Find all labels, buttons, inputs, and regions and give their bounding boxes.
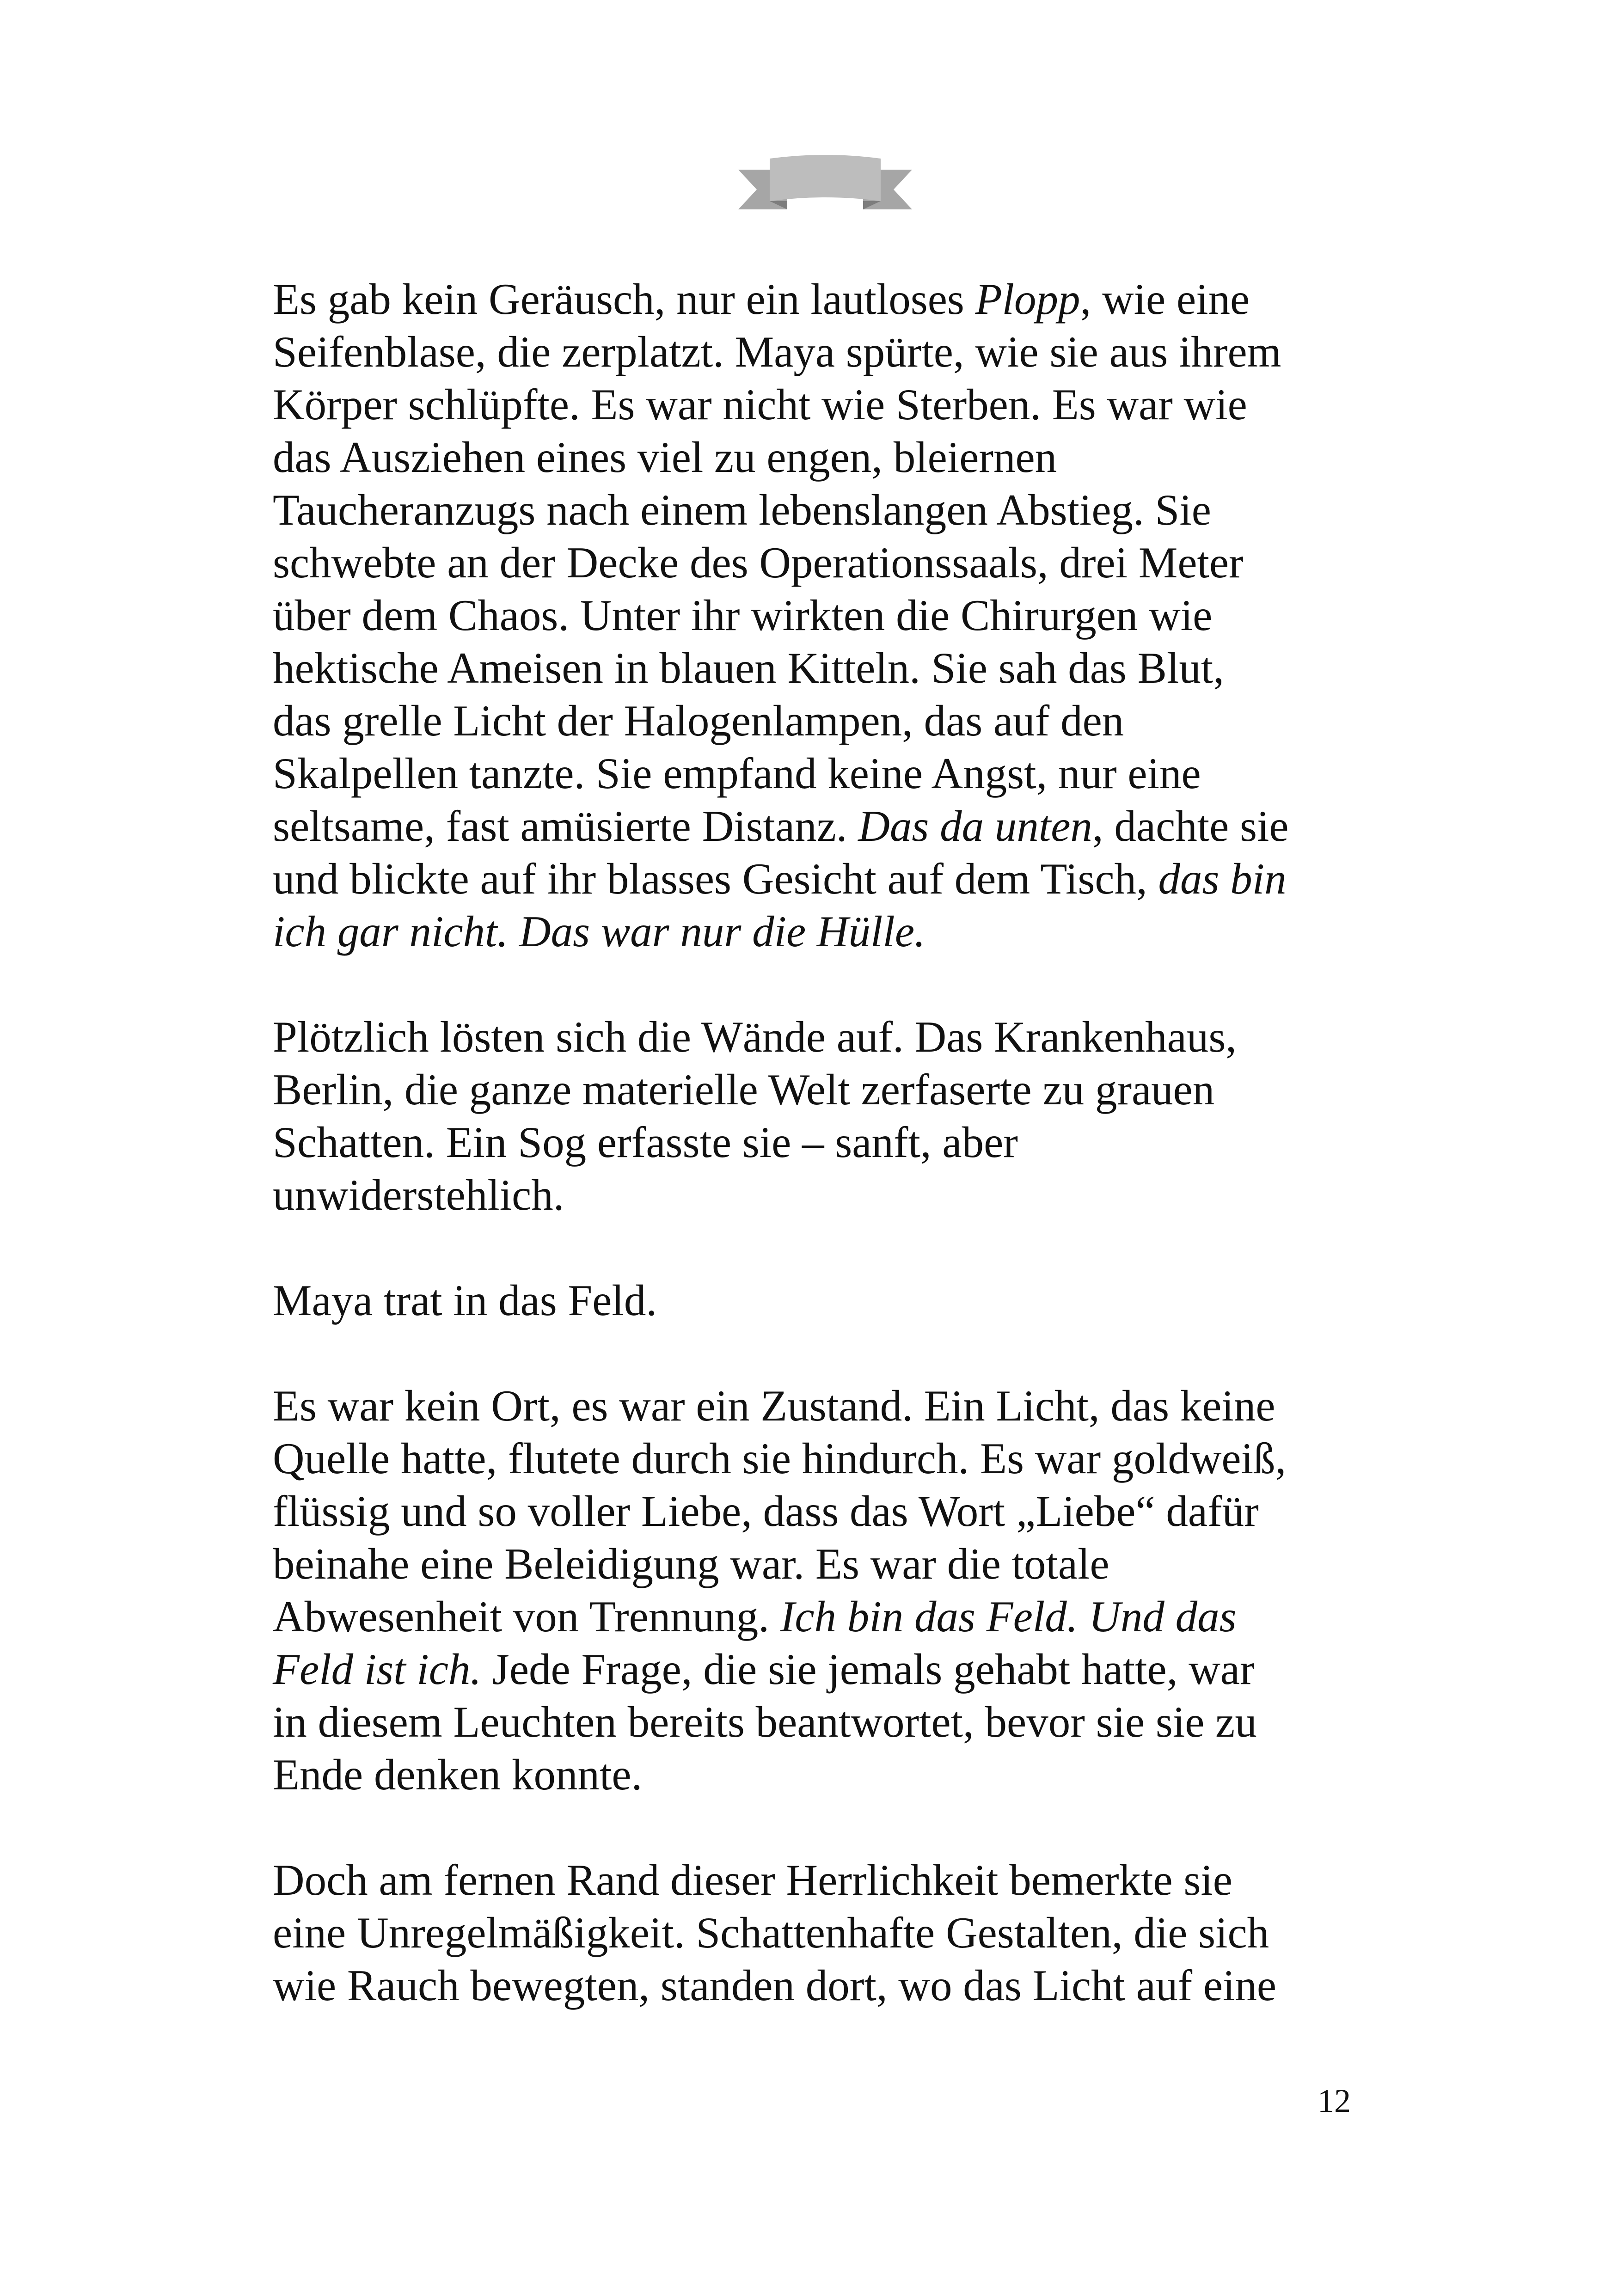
text-run: Körper schlüpfte. Es war nicht wie Sterben. Es war wie: [273, 380, 1247, 429]
page-number: 12: [1318, 2082, 1351, 2119]
text-line: [273, 694, 1354, 747]
text-line: [273, 325, 1354, 378]
text-line: [273, 378, 1354, 431]
italic-text: Plopp: [975, 275, 1080, 324]
text-run: wie Rauch bewegten, standen dort, wo das Licht auf eine: [273, 1961, 1277, 2010]
text-line: [273, 800, 1354, 852]
text-run: Abwesenheit von Trennung.: [273, 1592, 780, 1641]
text-line: [273, 1432, 1354, 1485]
text-run: Es war kein Ort, es war ein Zustand. Ein Licht, das keine: [273, 1381, 1275, 1430]
text-run: flüssig und so voller Liebe, dass das Wort „Liebe“ dafür: [273, 1487, 1259, 1536]
text-line: [273, 1274, 1354, 1327]
text-run: , dachte sie: [1092, 802, 1289, 851]
text-line: [273, 431, 1354, 484]
text-run: Taucheranzugs nach einem lebenslangen Abstieg. Sie: [273, 485, 1211, 534]
ribbon-center: [770, 155, 881, 201]
text-run: Berlin, die ganze materielle Welt zerfaserte zu grauen: [273, 1065, 1215, 1114]
text-line: [273, 905, 1354, 958]
paragraph: [273, 1379, 1354, 1801]
text-run: beinahe eine Beleidigung war. Es war die totale: [273, 1539, 1109, 1588]
paragraph: [273, 273, 1354, 958]
text-run: Plötzlich lösten sich die Wände auf. Das Krankenhaus,: [273, 1012, 1237, 1061]
text-run: unwiderstehlich.: [273, 1170, 564, 1219]
text-line: [273, 273, 1354, 325]
text-line: [273, 1696, 1354, 1748]
text-line: [273, 1010, 1354, 1063]
italic-text: das bin: [1158, 854, 1287, 903]
text-run: das grelle Licht der Halogenlampen, das auf den: [273, 696, 1124, 745]
text-line: [273, 852, 1354, 905]
text-line: [273, 1116, 1354, 1169]
text-run: in diesem Leuchten bereits beantwortet, bevor sie sie zu: [273, 1697, 1257, 1746]
text-run: Doch am fernen Rand dieser Herrlichkeit bemerkte sie: [273, 1855, 1232, 1904]
text-line: [273, 1643, 1354, 1696]
text-line: [273, 536, 1354, 589]
text-run: hektische Ameisen in blauen Kitteln. Sie sah das Blut,: [273, 643, 1224, 692]
text-run: , wie eine: [1080, 275, 1250, 324]
text-line: [273, 747, 1354, 800]
body-text: [273, 273, 1354, 2064]
italic-text: Ich bin das Feld. Und das: [780, 1592, 1237, 1641]
text-run: über dem Chaos. Unter ihr wirkten die Chirurgen wie: [273, 591, 1213, 640]
text-run: Jede Frage, die sie jemals gehabt hatte, war: [481, 1645, 1255, 1694]
italic-text: Das da unten: [858, 802, 1092, 851]
text-run: Schatten. Ein Sog erfasste sie – sanft, aber: [273, 1118, 1018, 1167]
text-run: eine Unregelmäßigkeit. Schattenhafte Gestalten, die sich: [273, 1908, 1269, 1957]
text-line: [273, 1906, 1354, 1959]
text-line: [273, 1959, 1354, 2012]
text-line: [273, 1748, 1354, 1801]
paragraph: [273, 1854, 1354, 2012]
ribbon-banner-icon: [737, 150, 913, 213]
text-run: Es gab kein Geräusch, nur ein lautloses: [273, 275, 975, 324]
text-line: [273, 589, 1354, 642]
text-line: [273, 642, 1354, 694]
text-run: Skalpellen tanzte. Sie empfand keine Angst, nur eine: [273, 749, 1201, 798]
paragraph: [273, 1274, 1354, 1327]
paragraph: [273, 1010, 1354, 1221]
text-line: [273, 1485, 1354, 1537]
text-run: Quelle hatte, flutete durch sie hindurch. Es war goldweiß,: [273, 1434, 1287, 1483]
text-line: [273, 484, 1354, 536]
text-line: [273, 1590, 1354, 1643]
text-run: das Ausziehen eines viel zu engen, bleiernen: [273, 433, 1057, 482]
text-run: schwebte an der Decke des Operationssaals, drei Meter: [273, 538, 1244, 587]
text-run: Ende denken konnte.: [273, 1750, 643, 1799]
italic-text: ich gar nicht. Das war nur die Hülle.: [273, 907, 925, 956]
text-line: [273, 1854, 1354, 1906]
text-line: [273, 1379, 1354, 1432]
text-run: Maya trat in das Feld.: [273, 1276, 657, 1325]
text-run: und blickte auf ihr blasses Gesicht auf dem Tisch,: [273, 854, 1158, 903]
text-line: [273, 1537, 1354, 1590]
text-run: Seifenblase, die zerplatzt. Maya spürte, wie sie aus ihrem: [273, 327, 1281, 376]
text-line: [273, 1169, 1354, 1221]
text-line: [273, 1063, 1354, 1116]
italic-text: Feld ist ich.: [273, 1645, 482, 1694]
text-run: seltsame, fast amüsierte Distanz.: [273, 802, 858, 851]
